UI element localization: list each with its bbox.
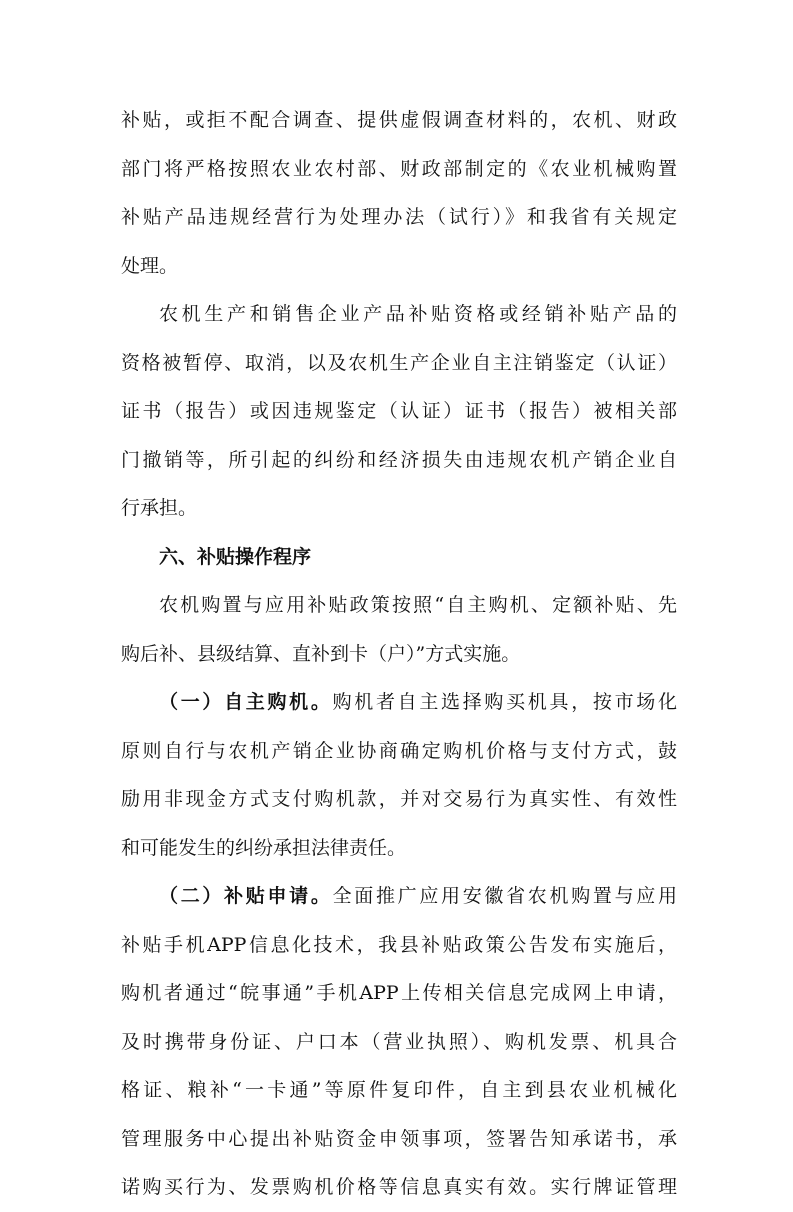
text-line: 农机生产和销售企业产品补贴资格或经销补贴产品的 <box>159 303 677 325</box>
text-line: 部门将严格按照农业农村部、财政部制定的《农业机械购置 <box>121 157 677 180</box>
text-line: 补贴产品违规经营行为处理办法（试行）》和我省有关规定 <box>121 206 677 228</box>
text-line: 处理。 <box>121 254 179 277</box>
text-line <box>121 872 677 921</box>
text-line: 补贴，或拒不配合调查、提供虚假调查材料的，农机、财政 <box>121 109 677 131</box>
paragraph <box>121 678 677 872</box>
text-line <box>121 678 677 727</box>
text-line: 行承担。 <box>121 497 198 519</box>
text-line: 原则自行与农机产销企业协商确定购机价格与支付方式，鼓 <box>121 739 677 762</box>
text-line: 和可能发生的纠纷承担法律责任。 <box>121 836 407 859</box>
paragraph <box>121 96 677 290</box>
text-line: 门撤销等，所引起的纠纷和经济损失由违规农机产销企业自 <box>121 448 677 471</box>
document-body <box>121 96 677 1212</box>
text-line: 农机购置与应用补贴政策按照“自主购机、定额补贴、先 <box>159 594 677 616</box>
paragraph <box>121 290 677 533</box>
text-line: 格证、粮补“一卡通”等原件复印件，自主到县农业机械化 <box>121 1079 677 1101</box>
text-span: 全面推广应用安徽省农机购置与应用 <box>332 885 677 907</box>
text-line: 购机者通过“皖事通”手机APP上传相关信息完成网上申请， <box>121 982 677 1004</box>
text-line: 资格被暂停、取消，以及农机生产企业自主注销鉴定（认证） <box>121 351 677 374</box>
text-line: 购后补、县级结算、直补到卡（户）”方式实施。 <box>121 642 521 665</box>
subsection-title: （一）自主购机。 <box>159 691 333 713</box>
text-line: 补贴手机APP信息化技术，我县补贴政策公告发布实施后， <box>121 933 677 956</box>
text-span: 购机者自主选择购买机具，按市场化 <box>332 691 677 713</box>
paragraph <box>121 581 677 678</box>
section-heading: 六、补贴操作程序 <box>159 545 312 568</box>
text-line: 管理服务中心提出补贴资金申领事项，签署告知承诺书，承 <box>121 1127 677 1150</box>
text-line: 及时携带身份证、户口本（营业执照）、购机发票、机具合 <box>121 1030 677 1053</box>
text-line: 励用非现金方式支付购机款，并对交易行为真实性、有效性 <box>121 788 677 810</box>
paragraph <box>121 872 677 1212</box>
text-line: 证书（报告）或因违规鉴定（认证）证书（报告）被相关部 <box>121 400 677 422</box>
subsection-title: （二）补贴申请。 <box>159 885 333 907</box>
text-line: 诺购买行为、发票购机价格等信息真实有效。实行牌证管理 <box>121 1176 677 1198</box>
